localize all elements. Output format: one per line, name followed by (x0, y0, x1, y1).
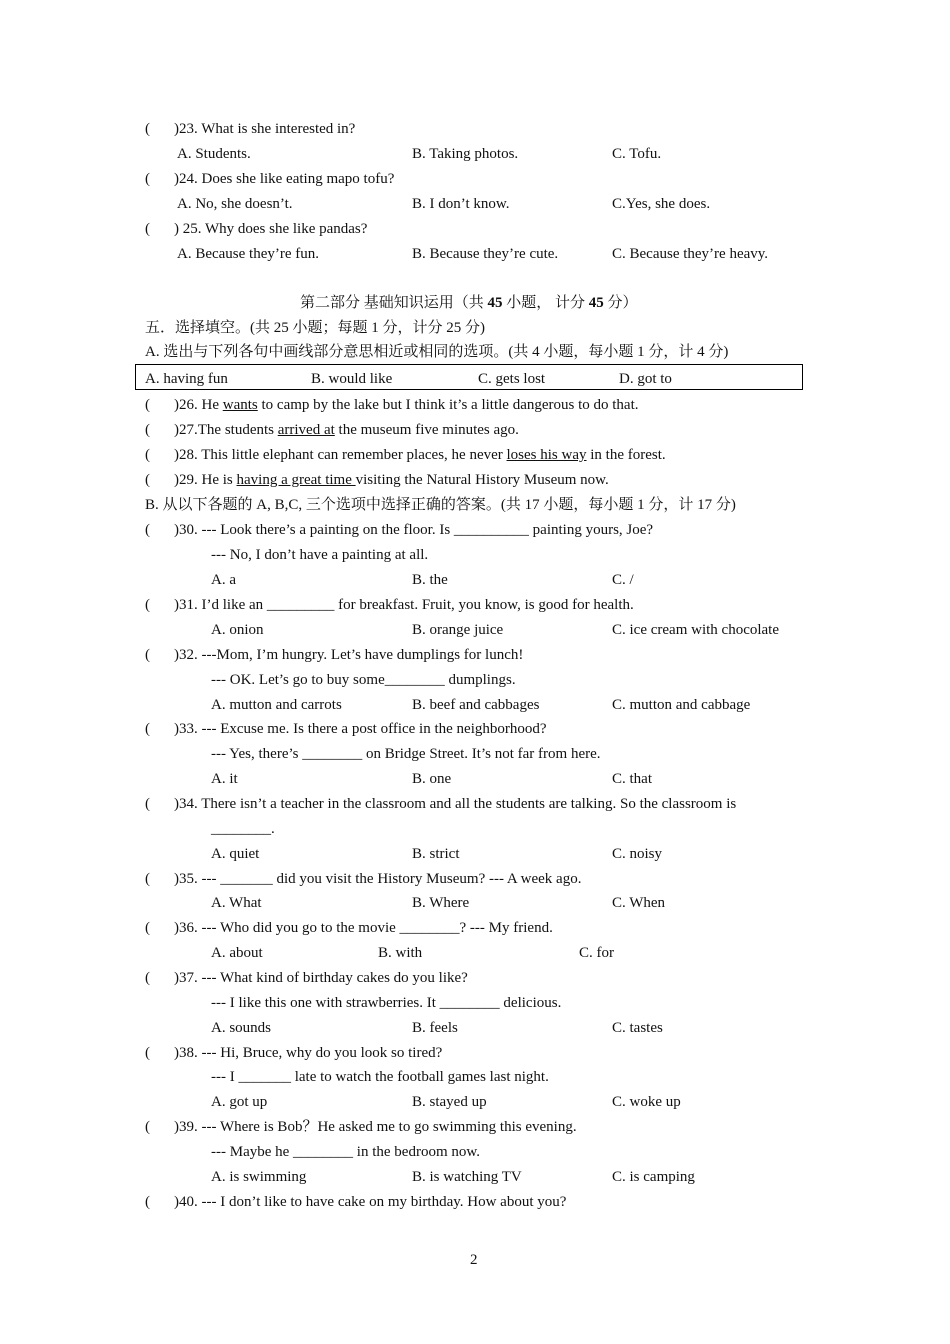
answer-paren: ( (145, 796, 150, 812)
q31-option-a: A. onion (211, 622, 264, 638)
q24-option-c: C.Yes, she does. (612, 196, 711, 212)
q29-underlined: having a great time (236, 472, 356, 488)
answer-paren: ( (145, 121, 150, 137)
q29-post: visiting the Natural History Museum now. (355, 472, 609, 488)
answer-paren: ( (145, 1045, 150, 1061)
question-27-stem (174, 421, 519, 439)
answer-paren: ( (145, 920, 150, 936)
q24-option-b: B. I don’t know. (412, 196, 510, 212)
answer-paren: ( (145, 422, 150, 438)
q27-pre: )27.The students (174, 422, 278, 438)
q35-option-a: A. What (211, 895, 262, 911)
q25-option-a: A. Because they’re fun. (177, 246, 320, 262)
question-29-stem (174, 471, 609, 489)
question-40-stem: )40. --- I don’t like to have cake on my birthday. How about you? (174, 1194, 567, 1210)
box-option-b: B. would like (311, 371, 393, 387)
q26-post: to camp by the lake but I think it’s a little dangerous to do that. (257, 397, 639, 413)
question-35-stem: )35. --- _______ did you visit the History Museum? --- A week ago. (174, 871, 582, 887)
q36-option-a: A. about (211, 945, 263, 961)
q37-option-b: B. feels (412, 1020, 458, 1036)
q37-option-c: C. tastes (612, 1020, 663, 1036)
q38-option-c: C. woke up (612, 1094, 681, 1110)
part-two-heading-post: 分） (603, 295, 638, 311)
part-two-count: 45 (487, 295, 503, 311)
q32-option-b: B. beef and cabbages (412, 697, 540, 713)
section-b-instructions: B. 从以下各题的 A, B,C, 三个选项中选择正确的答案。(共 17 小题，每小题 1 分，计 17 分) (145, 497, 736, 513)
question-37-stem: )37. --- What kind of birthday cakes do you like? (174, 970, 468, 986)
q38-option-b: B. stayed up (412, 1094, 487, 1110)
q28-post: in the forest. (586, 447, 666, 463)
answer-paren: ( (145, 221, 150, 237)
page-number: 2 (470, 1252, 478, 1268)
q33-option-c: C. that (612, 771, 652, 787)
q31-option-c: C. ice cream with chocolate (612, 622, 780, 638)
q39-line2: --- Maybe he ________ in the bedroom now. (211, 1144, 480, 1160)
q26-pre: )26. He (174, 397, 223, 413)
q29-pre: )29. He is (174, 472, 237, 488)
answer-paren: ( (145, 597, 150, 613)
q34-line2: ________. (211, 821, 275, 837)
question-24-stem: )24. Does she like eating mapo tofu? (174, 171, 395, 187)
part-two-heading-pre: 第二部分 基础知识运用（共 (300, 295, 488, 311)
section-a-instructions: A. 选出与下列各句中画线部分意思相近或相同的选项。(共 4 小题，每小题 1 分，计 4 分) (145, 344, 729, 360)
part-two-heading-mid: 小题， 计分 (502, 295, 589, 311)
question-26-stem (174, 396, 639, 414)
q25-option-c: C. Because they’re heavy. (612, 246, 769, 262)
box-option-c: C. gets lost (478, 371, 546, 387)
question-39-stem: )39. --- Where is Bob？He asked me to go swimming this evening. (174, 1119, 577, 1135)
q39-option-a: A. is swimming (211, 1169, 307, 1185)
q28-pre: )28. This little elephant can remember places, he never (174, 447, 507, 463)
q32-option-a: A. mutton and carrots (211, 697, 342, 713)
question-32-stem: )32. ---Mom, I’m hungry. Let’s have dumplings for lunch! (174, 647, 524, 663)
part-two-score: 45 (588, 295, 604, 311)
q27-underlined: arrived at (277, 422, 335, 438)
q27-post: the museum five minutes ago. (334, 422, 519, 438)
question-36-stem: )36. --- Who did you go to the movie ________? --- My friend. (174, 920, 553, 936)
q38-option-a: A. got up (211, 1094, 268, 1110)
box-option-a: A. having fun (145, 371, 228, 387)
q36-option-b: B. with (378, 945, 423, 961)
q37-line2: --- I like this one with strawberries. It ________ delicious. (211, 995, 562, 1011)
q25-option-b: B. Because they’re cute. (412, 246, 559, 262)
q30-option-a: A. a (211, 572, 236, 588)
box-option-d: D. got to (619, 371, 672, 387)
q32-option-c: C. mutton and cabbage (612, 697, 751, 713)
q23-option-c: C. Tofu. (612, 146, 662, 162)
question-23-stem: )23. What is she interested in? (174, 121, 356, 137)
q24-option-a: A. No, she doesn’t. (177, 196, 293, 212)
q35-option-b: B. Where (412, 895, 470, 911)
q30-line2: --- No, I don’t have a painting at all. (211, 547, 429, 563)
part-two-heading (300, 294, 638, 312)
q39-option-c: C. is camping (612, 1169, 695, 1185)
question-25-stem: ) 25. Why does she like pandas? (174, 221, 368, 237)
question-34-stem: )34. There isn’t a teacher in the classroom and all the students are talking. So the classroom is (174, 796, 737, 812)
q34-option-c: C. noisy (612, 846, 663, 862)
q33-option-a: A. it (211, 771, 238, 787)
question-31-stem: )31. I’d like an _________ for breakfast. Fruit, you know, is good for health. (174, 597, 634, 613)
q23-option-a: A. Students. (177, 146, 251, 162)
section-five-heading: 五．选择填空。(共 25 小题；每题 1 分，计分 25 分) (145, 320, 485, 336)
answer-paren: ( (145, 522, 150, 538)
answer-paren: ( (145, 171, 150, 187)
q38-line2: --- I _______ late to watch the football games last night. (211, 1069, 549, 1085)
answer-paren: ( (145, 721, 150, 737)
q28-underlined: loses his way (506, 447, 587, 463)
q31-option-b: B. orange juice (412, 622, 504, 638)
q33-line2: --- Yes, there’s ________ on Bridge Street. It’s not far from here. (211, 746, 601, 762)
question-38-stem: )38. --- Hi, Bruce, why do you look so tired? (174, 1045, 443, 1061)
answer-paren: ( (145, 1119, 150, 1135)
q30-option-b: B. the (412, 572, 448, 588)
q32-line2: --- OK. Let’s go to buy some________ dumplings. (211, 672, 516, 688)
answer-paren: ( (145, 397, 150, 413)
q33-option-b: B. one (412, 771, 452, 787)
q37-option-a: A. sounds (211, 1020, 272, 1036)
answer-paren: ( (145, 871, 150, 887)
answer-paren: ( (145, 472, 150, 488)
answer-paren: ( (145, 447, 150, 463)
answer-paren: ( (145, 970, 150, 986)
answer-paren: ( (145, 647, 150, 663)
q26-underlined: wants (222, 397, 258, 413)
q23-option-b: B. Taking photos. (412, 146, 519, 162)
q35-option-c: C. When (612, 895, 666, 911)
option-box (135, 364, 803, 390)
question-33-stem: )33. --- Excuse me. Is there a post office in the neighborhood? (174, 721, 547, 737)
q39-option-b: B. is watching TV (412, 1169, 522, 1185)
q34-option-a: A. quiet (211, 846, 260, 862)
q30-option-c: C. / (612, 572, 634, 588)
question-30-stem: )30. --- Look there’s a painting on the floor. Is __________ painting yours, Joe? (174, 522, 654, 538)
q34-option-b: B. strict (412, 846, 460, 862)
q36-option-c: C. for (579, 945, 614, 961)
answer-paren: ( (145, 1194, 150, 1210)
question-28-stem (174, 446, 666, 464)
